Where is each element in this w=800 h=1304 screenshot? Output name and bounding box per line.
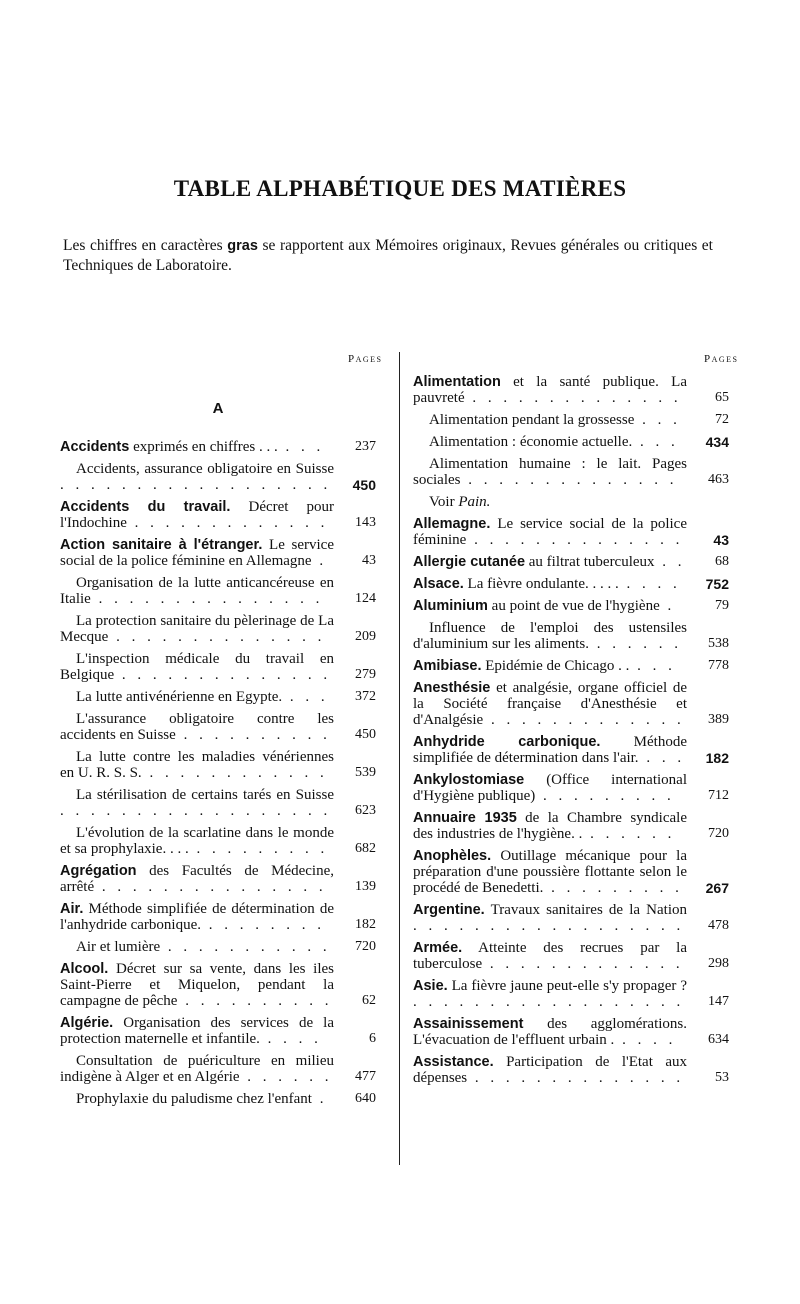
entry-page-number: 143 [355, 515, 376, 530]
index-entry [60, 689, 376, 705]
entry-description: Accidents, assurance obligatoire en Suisse [76, 461, 334, 477]
index-entry [413, 1054, 729, 1086]
entry-keyword: Annuaire 1935 [413, 810, 517, 826]
index-entry [413, 494, 729, 510]
entry-description: Travaux sanitaires de la Nation [484, 902, 687, 918]
entry-keyword: Amibiase. [413, 658, 482, 674]
entry-page-number: 477 [355, 1069, 376, 1084]
dot-leader: . . . . . . . . . . . . . . [467, 1070, 685, 1086]
entry-text [413, 902, 687, 918]
entry-description: et la santé publique. La pauvreté [413, 374, 687, 406]
dot-leader: . . . . . . . . . [535, 788, 675, 804]
dot-leader: . . . . [259, 1031, 322, 1047]
dot-leader: . . . . . . . . . . . . . . . . . . [60, 477, 332, 493]
entry-page-number: 53 [715, 1070, 729, 1085]
dot-leader: . . . . [618, 576, 681, 592]
entry-description: Air et lumière [76, 939, 161, 955]
dot-leader: . . . . . . . . . . . . . [483, 712, 685, 728]
dot-leader: . . . . . . [582, 826, 676, 842]
dot-leader: . [659, 598, 676, 614]
entry-description: exprimés en chiffres . . . [129, 439, 278, 455]
entry-description: Le service social de la police féminine [413, 516, 687, 548]
entry-page-number: 68 [715, 554, 729, 569]
entry-text [413, 576, 619, 592]
entry-text [60, 439, 278, 455]
entry-description: Atteinte des recrues par la tuberculose [413, 940, 687, 972]
entry-text [413, 554, 655, 570]
entry-page-number: 720 [708, 826, 729, 841]
index-entry [60, 939, 376, 955]
index-entry [413, 772, 729, 804]
entry-page-number: 623 [355, 803, 376, 818]
index-entry [413, 598, 729, 614]
right-column-header: Pages [704, 353, 739, 365]
entry-description: Alimentation humaine : le lait. Pages sociales [413, 456, 687, 488]
entry-keyword: Aluminium [413, 598, 488, 614]
entry-keyword: Algérie. [60, 1015, 114, 1031]
entry-page-number: 147 [708, 994, 729, 1009]
entry-text [413, 598, 660, 614]
entry-text [429, 412, 634, 428]
entry-text [60, 537, 334, 569]
entry-page-number: 712 [708, 788, 729, 803]
dot-leader: . . . . . . . . . . [177, 993, 333, 1009]
entry-page-number: 279 [355, 667, 376, 682]
index-entry [413, 374, 729, 406]
index-entry [413, 576, 729, 592]
index-entry [60, 787, 376, 819]
entry-page-number: 72 [715, 412, 729, 427]
entry-text [429, 434, 632, 450]
index-entry [413, 940, 729, 972]
intro-paragraph [63, 236, 713, 275]
index-entry [413, 810, 729, 842]
right-index-column [413, 374, 729, 1092]
dot-leader: . . . [282, 689, 329, 705]
left-index-column [60, 400, 376, 1113]
index-entry [60, 1091, 376, 1107]
entry-text [76, 939, 160, 955]
entry-description: et analgésie, organe officiel de la Société française d'Anesthésie et d'Analgésie [413, 680, 687, 728]
column-divider [399, 352, 400, 1165]
entry-description: La lutte contre les maladies vénériennes en U. R. S. S. [60, 749, 334, 781]
index-entry [413, 456, 729, 488]
dot-leader: . . . . . . . . . . . . . . . [90, 591, 324, 607]
entry-page-number: 237 [355, 439, 376, 454]
dot-leader: . . . . . . . . . [543, 880, 683, 896]
entry-description: Décret pour l'Indochine [60, 499, 335, 531]
entry-description: Alimentation : économie actuelle. [429, 434, 633, 450]
intro-text-before: Les chiffres en caractères [63, 237, 228, 254]
entry-page-number: 43 [713, 532, 729, 548]
entry-description: La protection sanitaire du pèlerinage de La Mecque [60, 613, 334, 645]
entry-page-number: 182 [705, 750, 729, 766]
index-entry [413, 620, 729, 652]
entry-page-number: 478 [708, 918, 729, 933]
dot-leader: . . . . . . . . . . . . . [482, 956, 684, 972]
entry-page-number: 539 [355, 765, 376, 780]
dot-leader: . . . . . . . . . . . . . . . . . . [413, 994, 685, 1010]
entry-italic: Pain. [458, 494, 491, 510]
entry-text [429, 494, 490, 510]
index-entry [413, 658, 729, 674]
entry-description: Organisation de la lutte anticancéreuse en Italie [60, 575, 334, 607]
index-entry [60, 651, 376, 683]
dot-leader: . . . . . . . . . . . . . . . . . . [60, 803, 332, 819]
dot-leader: . . . . . . . . . . . . . . [460, 472, 678, 488]
dot-leader: . . [654, 554, 686, 570]
entry-page-number: 6 [369, 1031, 376, 1046]
entry-description: La fièvre ondulante. . . . . [463, 576, 619, 592]
index-entry [413, 848, 729, 896]
entry-text [76, 689, 282, 705]
entry-page-number: 298 [708, 956, 729, 971]
index-entry [413, 680, 729, 728]
dot-leader: . . . . . . . . . . . . . . [108, 629, 326, 645]
dot-leader: . . . . . . . . . . . . . . . . . . [413, 918, 685, 934]
index-entry [60, 461, 376, 493]
index-entry [60, 711, 376, 743]
index-entry [60, 961, 376, 1009]
index-entry [60, 825, 376, 857]
entry-page-number: 640 [355, 1091, 376, 1106]
entry-description: L'inspection médicale du travail en Belgique [60, 651, 334, 683]
entry-description: des Facultés de Médecine, arrêté [60, 863, 334, 895]
entry-description: de la Chambre syndicale des industries de l'hygiène. . [413, 810, 687, 842]
dot-leader: . . . [632, 434, 679, 450]
entry-description: Voir [429, 494, 459, 510]
entry-page-number: 139 [355, 879, 376, 894]
entry-page-number: 124 [355, 591, 376, 606]
entry-description: Le service social de la police féminine en Allemagne [60, 537, 334, 569]
index-entry [60, 1053, 376, 1085]
entry-text [76, 1091, 312, 1107]
entry-keyword: Accidents du travail. [60, 499, 231, 515]
entry-page-number: 209 [355, 629, 376, 644]
entry-keyword: Asie. [413, 978, 448, 994]
dot-leader: . . . . . . . . . . . . . . [464, 390, 682, 406]
dot-leader: . . . . . . . . . [188, 841, 329, 857]
entry-page-number: 682 [355, 841, 376, 856]
index-entry [413, 1016, 729, 1048]
entry-keyword: Accidents [60, 439, 130, 455]
index-entry [60, 901, 376, 933]
dot-leader: . . . . . . . . . . . . . . [114, 667, 332, 683]
index-entry [60, 439, 376, 455]
entry-text [413, 658, 629, 674]
entry-keyword: Assistance. [413, 1054, 494, 1070]
page-title: TABLE ALPHABÉTIQUE DES MATIÈRES [173, 176, 627, 201]
entry-page-number: 450 [352, 477, 376, 493]
entry-page-number: 778 [708, 658, 729, 673]
entry-keyword: Argentine. [413, 902, 485, 918]
index-entry [60, 863, 376, 895]
entry-text [413, 978, 687, 994]
entry-description: (Office international d'Hygiène publique) [413, 772, 687, 804]
entry-description: Prophylaxie du paludisme chez l'enfant [76, 1091, 312, 1107]
entry-keyword: Air. [60, 901, 84, 917]
index-entry [60, 499, 376, 531]
dot-leader: . . . . . . . . . . . . [141, 765, 328, 781]
entry-text [76, 787, 334, 803]
entry-text [76, 461, 334, 477]
dot-leader: . [311, 553, 328, 569]
entry-keyword: Agrégation [60, 863, 137, 879]
entry-keyword: Anophèles. [413, 848, 492, 864]
dot-leader: . . . . . . . . . . . [160, 939, 331, 955]
entry-page-number: 43 [362, 553, 376, 568]
dot-leader: . . . [277, 439, 325, 455]
index-entry [413, 734, 729, 766]
entry-description: L'assurance obligatoire contre les accidents en Suisse [60, 711, 334, 743]
entry-page-number: 267 [705, 880, 729, 896]
entry-page-number: 182 [355, 917, 376, 932]
entry-keyword: Anesthésie [413, 680, 491, 696]
index-entry [60, 749, 376, 781]
entry-keyword: Alsace. [413, 576, 464, 592]
entry-keyword: Ankylostomiase [413, 772, 525, 788]
dot-leader: . . . [638, 750, 686, 766]
dot-leader: . . . . . . . . [200, 917, 325, 933]
entry-description: La lutte antivénérienne en Egypte. [76, 689, 283, 705]
left-column-header: Pages [348, 353, 383, 365]
entry-page-number: 752 [705, 576, 729, 592]
index-entry [413, 434, 729, 450]
entry-page-number: 450 [355, 727, 376, 742]
entry-page-number: 389 [708, 712, 729, 727]
entry-page-number: 62 [362, 993, 376, 1008]
entry-page-number: 720 [355, 939, 376, 954]
entry-page-number: 463 [708, 472, 729, 487]
index-entry [413, 902, 729, 934]
entry-description: Méthode simplifiée de détermination de l'anhydride carbonique. [60, 901, 334, 933]
entry-page-number: 434 [705, 434, 729, 450]
section-letter: A [212, 400, 224, 417]
entry-description: Influence de l'emploi des ustensiles d'aluminium sur les aliments. [413, 620, 687, 652]
entry-keyword: Action sanitaire à l'étranger. [60, 537, 263, 553]
entry-description: Méthode simplifiée de détermination dans l'air. [413, 734, 687, 766]
entry-description: Participation de l'Etat aux dépenses [413, 1054, 687, 1086]
entry-page-number: 79 [715, 598, 729, 613]
entry-keyword: Assainissement [413, 1016, 524, 1032]
dot-leader: . . . . [614, 1032, 677, 1048]
entry-keyword: Armée. [413, 940, 463, 956]
dot-leader: . . . . . . . . . . [175, 727, 331, 743]
dot-leader: . . . [629, 658, 676, 674]
entry-description: Epidémie de Chicago . . [481, 658, 630, 674]
entry-description: au point de vue de l'hygiène [487, 598, 660, 614]
dot-leader: . . . . . . . . . . . . . . . [94, 879, 327, 895]
index-entry [413, 554, 729, 570]
entry-description: La fièvre jaune peut-elle s'y propager ? [447, 978, 687, 994]
entry-description: Alimentation pendant la grossesse [429, 412, 635, 428]
index-entry [413, 516, 729, 548]
index-entry [413, 978, 729, 1010]
entry-keyword: Allergie cutanée [413, 554, 526, 570]
entry-description: Organisation des services de la protection maternelle et infantile. [60, 1015, 334, 1047]
intro-text-after: se rapportent aux Mémoires originaux, Revues générales ou critiques et Techniques de Laboratoire. [63, 237, 713, 274]
entry-keyword: Alimentation [413, 374, 501, 390]
index-entry [60, 537, 376, 569]
entry-description: au filtrat tuberculeux [525, 554, 655, 570]
dot-leader: . . . . . . [589, 636, 683, 652]
entry-description: des agglomérations. L'évacuation de l'effluent urbain . [413, 1016, 687, 1048]
entry-keyword: Allemagne. [413, 516, 491, 532]
entry-description: La stérilisation de certains tarés en Suisse [76, 787, 334, 803]
entry-page-number: 372 [355, 689, 376, 704]
index-entry [60, 613, 376, 645]
entry-description: L'évolution de la scarlatine dans le monde et sa prophylaxie. . . . [60, 825, 334, 857]
intro-bold-word: gras [227, 238, 258, 254]
index-entry [60, 1015, 376, 1047]
entry-description: Consultation de puériculture en milieu indigène à Alger et en Algérie [60, 1053, 334, 1085]
entry-page-number: 634 [708, 1032, 729, 1047]
dot-leader: . . . [634, 412, 681, 428]
entry-description: Décret sur sa vente, dans les iles Saint-Pierre et Miquelon, pendant la campagne de pêche [60, 961, 334, 1009]
entry-keyword: Anhydride carbonique. [413, 734, 601, 750]
entry-description: Outillage mécanique pour la préparation d'une poussière flottante selon le procédé de Benedetti. [413, 848, 687, 896]
dot-leader: . [311, 1091, 328, 1107]
dot-leader: . . . . . . . . . . . . . [126, 515, 329, 531]
entry-page-number: 65 [715, 390, 729, 405]
entry-keyword: Alcool. [60, 961, 109, 977]
entry-page-number: 538 [708, 636, 729, 651]
index-entry [413, 412, 729, 428]
index-entry [60, 575, 376, 607]
dot-leader: . . . . . . . . . . . . . . [466, 532, 684, 548]
dot-leader: . . . . . . [239, 1069, 333, 1085]
